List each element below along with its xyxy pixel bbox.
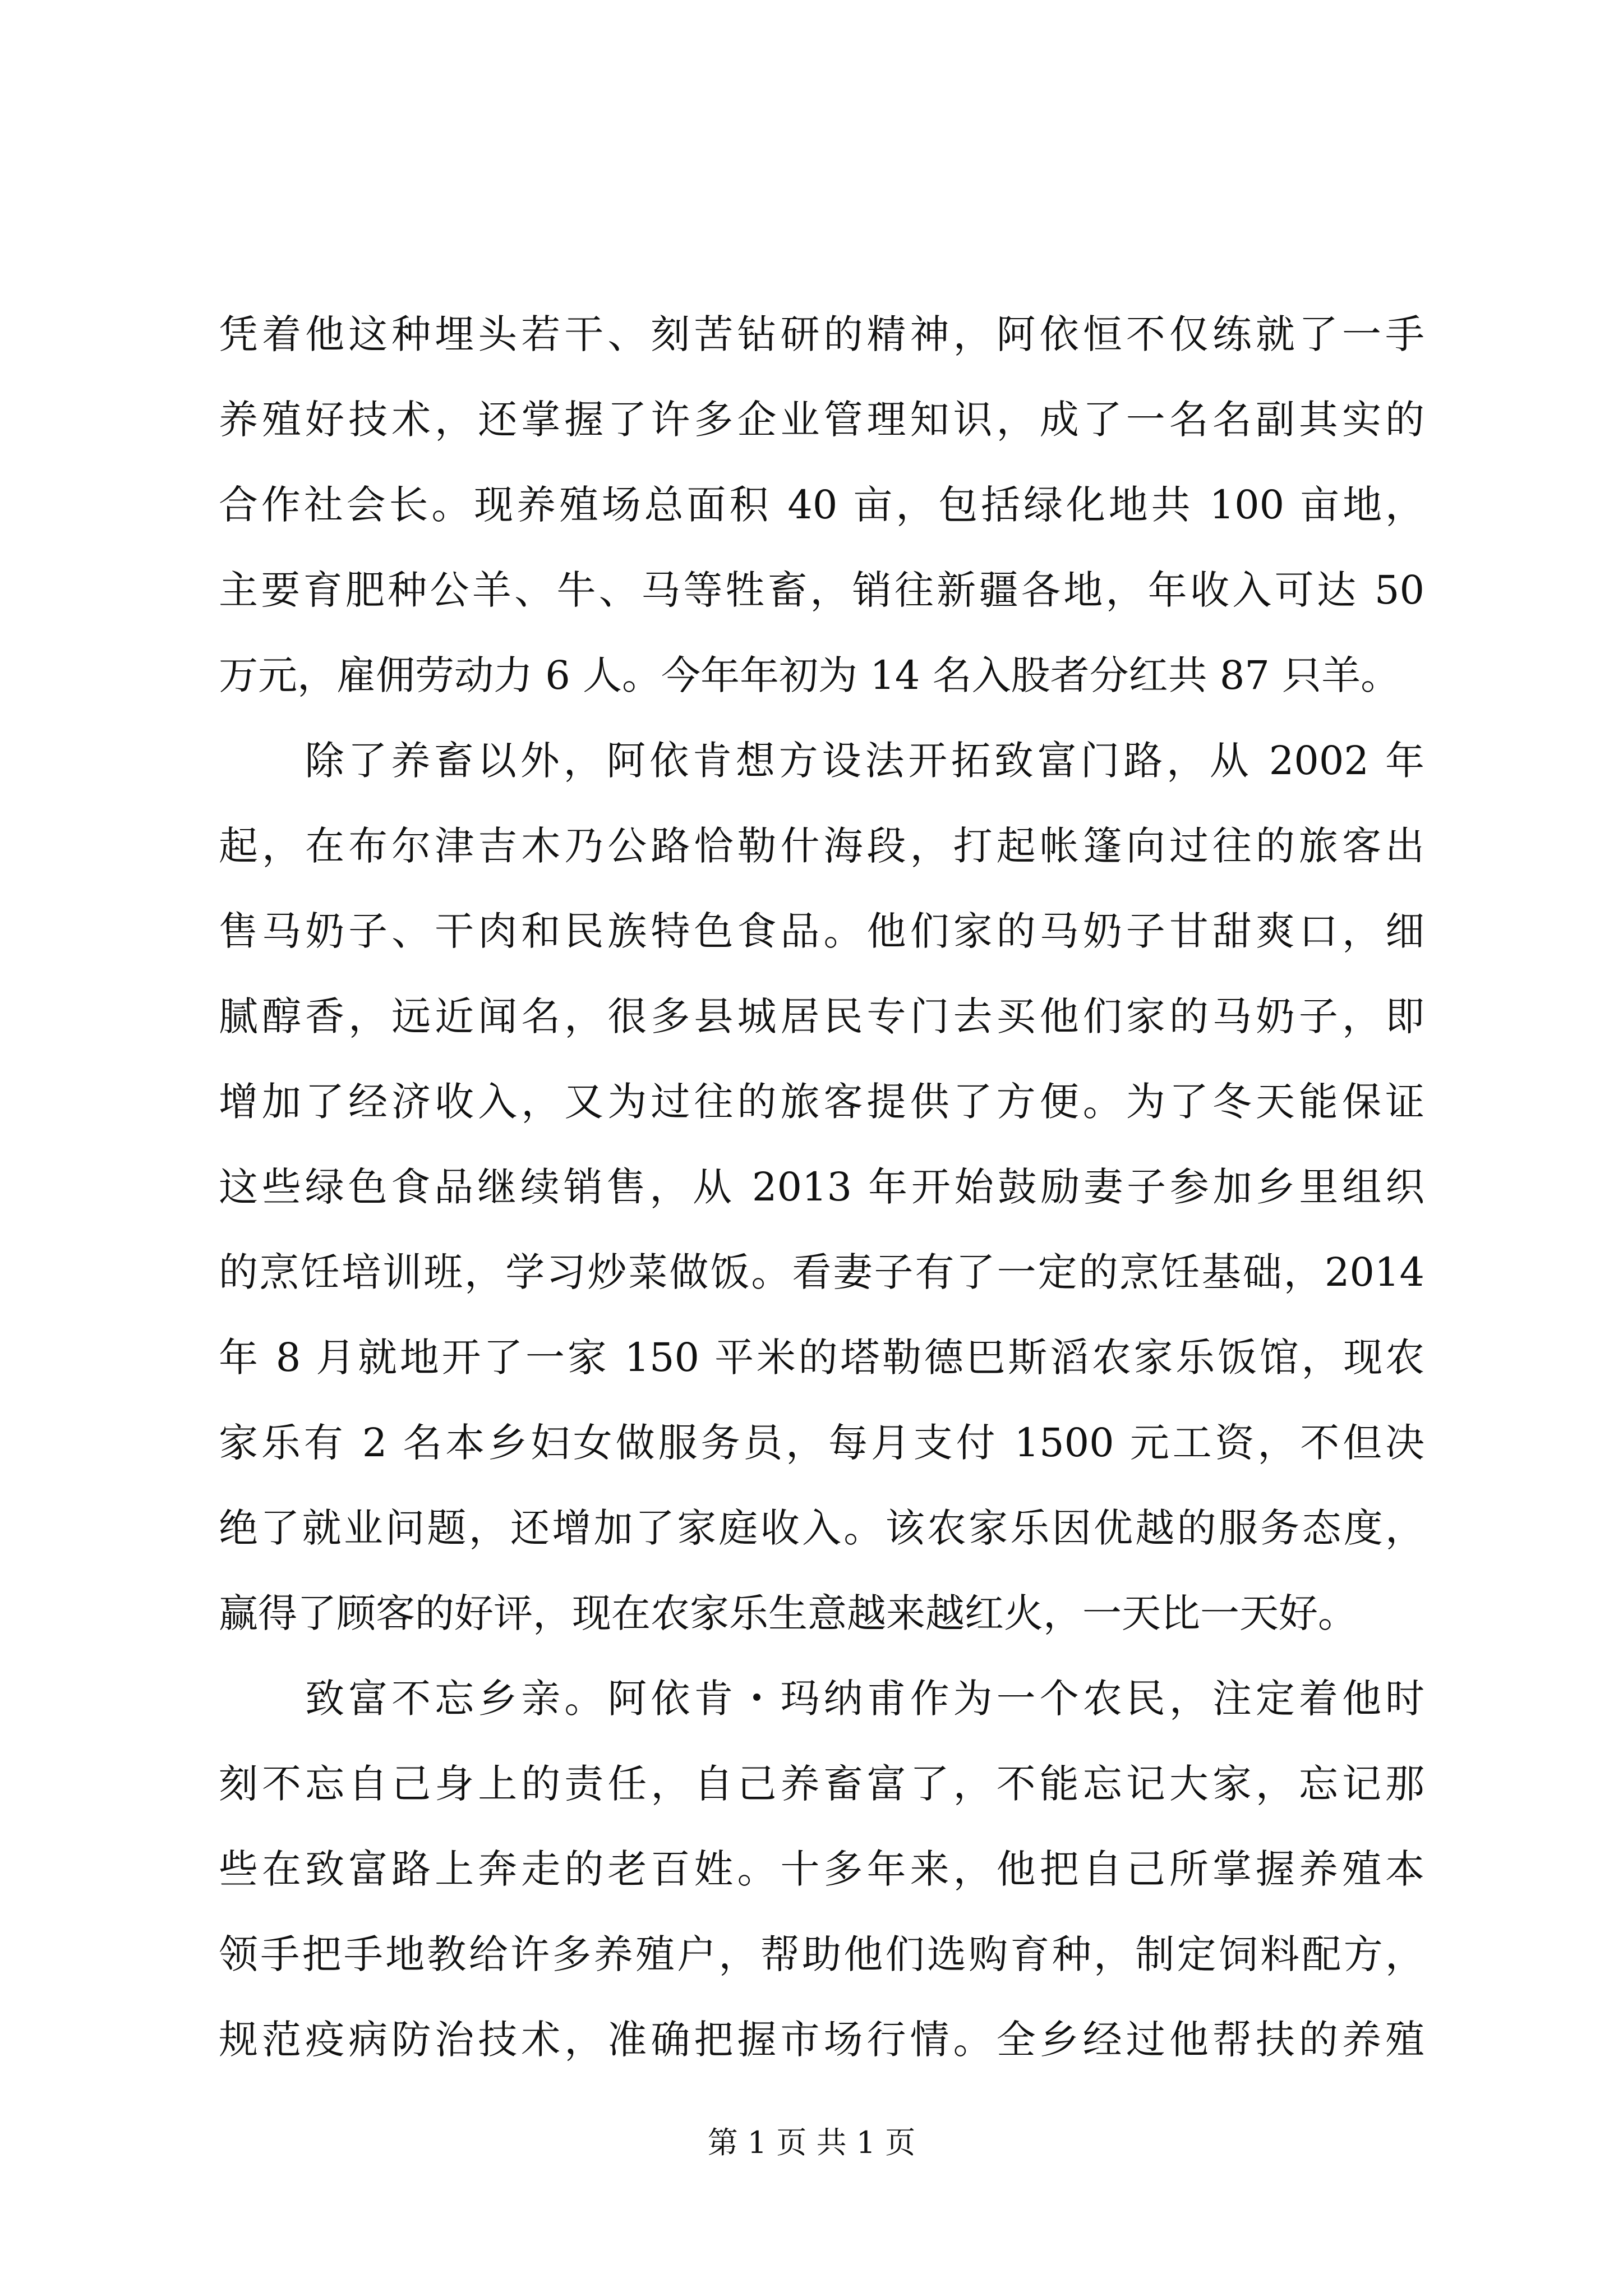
text-line: 年 8 月就地开了一家 150 平米的塔勒德巴斯滔农家乐饭馆，现农: [219, 1335, 1424, 1381]
text-line: 主要育肥种公羊、牛、马等牲畜，销往新疆各地，年收入可达 50: [219, 567, 1424, 613]
page-footer: 第 1 页 共 1 页: [707, 2125, 916, 2160]
text-line: 赢得了顾客的好评，现在农家乐生意越来越红火，一天比一天好。: [219, 1590, 1357, 1636]
text-line: 致富不忘乡亲。阿依肯・玛纳甫作为一个农民，注定着他时: [219, 1676, 1424, 1722]
text-line: 刻不忘自己身上的责任，自己养畜富了，不能忘记大家，忘记那: [219, 1761, 1424, 1807]
document-body: [219, 292, 1424, 2082]
text-line: 起，在布尔津吉木乃公路恰勒什海段，打起帐篷向过往的旅客出: [219, 823, 1424, 869]
text-line: 些在致富路上奔走的老百姓。十多年来，他把自己所掌握养殖本: [219, 1846, 1424, 1892]
text-line: 绝了就业问题，还增加了家庭收入。该农家乐因优越的服务态度，: [219, 1505, 1424, 1551]
text-line: 万元，雇佣劳动力 6 人。今年年初为 14 名入股者分红共 87 只羊。: [219, 652, 1400, 698]
text-line: 除了养畜以外，阿依肯想方设法开拓致富门路，从 2002 年: [219, 738, 1424, 784]
text-line: 增加了经济收入，又为过往的旅客提供了方便。为了冬天能保证: [219, 1079, 1424, 1125]
text-line: 凭着他这种埋头若干、刻苦钻研的精神，阿依恒不仅练就了一手: [219, 311, 1424, 357]
text-line: 合作社会长。现养殖场总面积 40 亩，包括绿化地共 100 亩地，: [219, 482, 1424, 528]
text-line: 规范疫病防治技术，准确把握市场行情。全乡经过他帮扶的养殖: [219, 2017, 1424, 2063]
text-line: 的烹饪培训班，学习炒菜做饭。看妻子有了一定的烹饪基础，2014: [219, 1249, 1424, 1295]
text-line: 家乐有 2 名本乡妇女做服务员，每月支付 1500 元工资，不但决: [219, 1420, 1424, 1466]
text-line: 养殖好技术，还掌握了许多企业管理知识，成了一名名副其实的: [219, 397, 1424, 443]
text-line: 售马奶子、干肉和民族特色食品。他们家的马奶子甘甜爽口，细: [219, 908, 1424, 954]
text-line: 领手把手地教给许多养殖户，帮助他们选购育种，制定饲料配方，: [219, 1931, 1424, 1977]
text-line: 这些绿色食品继续销售，从 2013 年开始鼓励妻子参加乡里组织: [219, 1164, 1424, 1210]
text-line: 腻醇香，远近闻名，很多县城居民专门去买他们家的马奶子，即: [219, 993, 1424, 1039]
